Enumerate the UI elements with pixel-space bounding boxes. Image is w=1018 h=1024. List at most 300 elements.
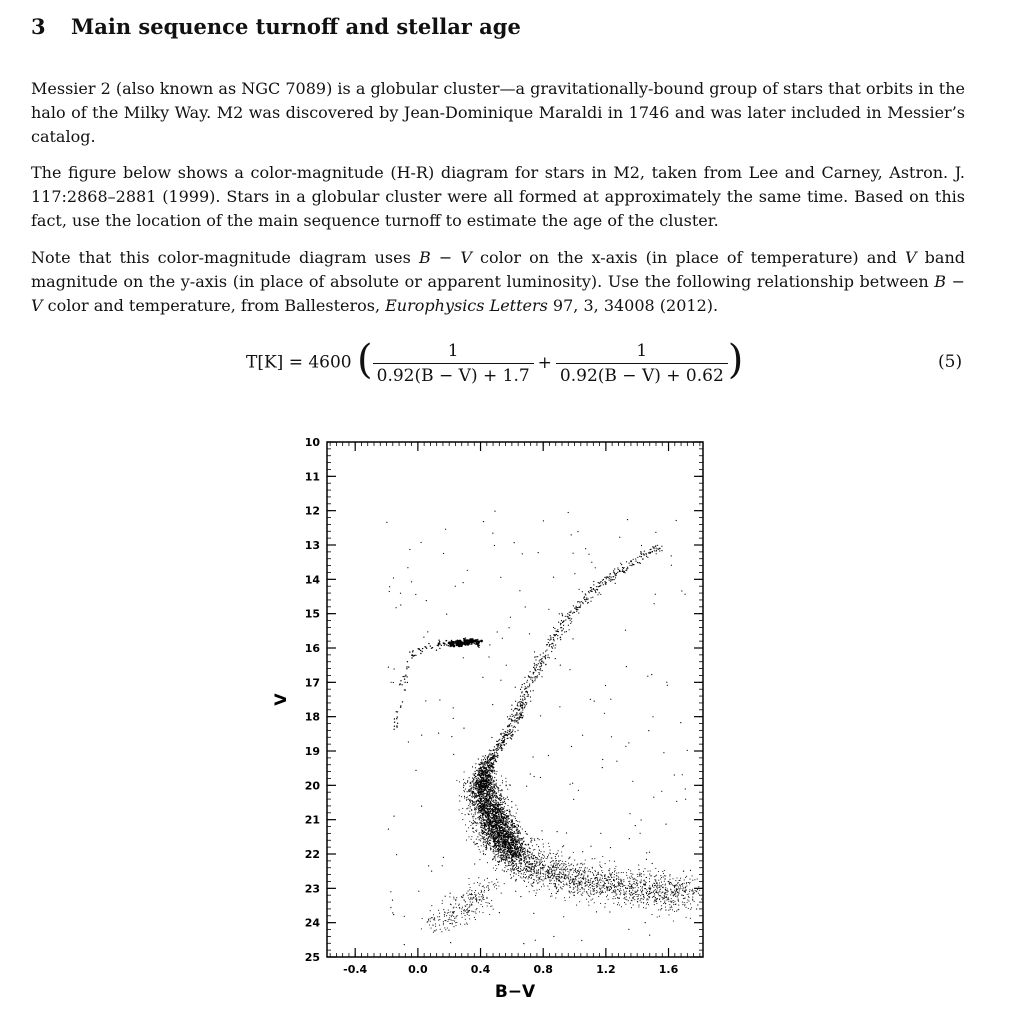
star-point	[640, 551, 641, 552]
star-point	[484, 834, 485, 835]
star-point	[504, 799, 505, 800]
star-point	[552, 878, 553, 879]
star-point	[643, 907, 644, 908]
star-point	[565, 900, 566, 901]
star-point	[608, 876, 609, 877]
star-point	[665, 890, 666, 891]
star-point	[579, 891, 580, 892]
star-point	[521, 687, 522, 688]
star-point	[517, 841, 518, 842]
star-point	[483, 846, 484, 847]
star-point	[556, 860, 557, 861]
star-point	[618, 877, 619, 878]
star-point	[508, 799, 509, 800]
star-point	[489, 830, 490, 831]
star-point	[601, 892, 602, 893]
star-point	[476, 831, 477, 832]
star-point	[556, 862, 557, 863]
star-point	[529, 857, 530, 858]
star-point	[626, 875, 627, 876]
star-point	[529, 684, 530, 685]
star-point	[569, 614, 570, 615]
star-point	[576, 876, 577, 877]
star-point	[635, 558, 636, 559]
star-point	[480, 775, 481, 776]
star-point	[478, 806, 479, 807]
star-point	[551, 646, 552, 647]
star-point	[500, 828, 501, 829]
star-point	[520, 712, 521, 713]
star-point	[467, 796, 468, 797]
star-point	[529, 854, 530, 855]
star-point	[512, 839, 513, 840]
star-point	[504, 806, 505, 807]
star-point	[537, 857, 538, 858]
star-point	[497, 822, 498, 823]
star-point	[624, 902, 625, 903]
p3-text-c: band magnitude on the y-axis (in place of absolute or apparent luminosity). Use the following relationship between	[31, 248, 965, 291]
star-point	[670, 894, 671, 895]
star-point	[569, 897, 570, 898]
star-point	[508, 842, 509, 843]
star-point	[480, 840, 481, 841]
star-point	[475, 784, 476, 785]
star-point	[591, 878, 592, 879]
star-point	[674, 911, 675, 912]
star-point	[540, 654, 541, 655]
star-point	[501, 733, 502, 734]
star-point	[502, 780, 503, 781]
star-point	[496, 750, 497, 751]
star-point	[617, 882, 618, 883]
star-point	[496, 786, 497, 787]
star-point	[631, 892, 632, 893]
star-point	[596, 875, 597, 876]
star-point	[536, 880, 537, 881]
star-point	[536, 877, 537, 878]
star-point	[473, 792, 474, 793]
star-point	[496, 774, 497, 775]
star-point	[636, 894, 637, 895]
star-point	[519, 843, 520, 844]
star-point	[503, 814, 504, 815]
star-point	[513, 870, 514, 871]
star-point	[692, 897, 693, 898]
star-point	[665, 887, 666, 888]
star-point	[529, 858, 530, 859]
star-point	[459, 801, 460, 802]
star-point	[606, 577, 607, 578]
star-point	[516, 812, 517, 813]
star-point	[654, 899, 655, 900]
star-point	[647, 871, 648, 872]
star-point	[657, 885, 658, 886]
star-point	[510, 868, 511, 869]
star-point	[548, 874, 549, 875]
star-point	[614, 868, 615, 869]
star-point	[577, 870, 578, 871]
star-point	[631, 886, 632, 887]
star-point	[496, 868, 497, 869]
star-point	[499, 857, 500, 858]
star-point	[535, 857, 536, 858]
star-point	[687, 899, 688, 900]
star-point	[534, 879, 535, 880]
star-point	[539, 669, 540, 670]
star-point	[491, 771, 492, 772]
star-point	[465, 814, 466, 815]
star-point	[568, 877, 569, 878]
star-point	[636, 880, 637, 881]
star-point	[573, 883, 574, 884]
star-point	[502, 748, 503, 749]
star-point	[522, 709, 523, 710]
star-point	[631, 888, 632, 889]
paragraph-figure-description: The figure below shows a color-magnitude (H-R) diagram for stars in M2, taken from Lee and Carney, Astron. J. 117:2868–2881 (1999). Stars in a globular cluster were all formed at approximately the same time. Based on this fact, use the location of the main sequence turnoff to estimate the age of the cluster.	[31, 163, 965, 230]
star-point	[542, 839, 543, 840]
star-point	[561, 613, 562, 614]
star-point	[491, 848, 492, 849]
star-point	[494, 754, 495, 755]
star-point	[482, 830, 483, 831]
star-point	[590, 890, 591, 891]
star-point	[632, 897, 633, 898]
star-point	[484, 800, 485, 801]
star-point	[504, 825, 505, 826]
star-point	[576, 864, 577, 865]
star-point	[518, 870, 519, 871]
star-point	[468, 790, 469, 791]
star-point	[519, 841, 520, 842]
star-point	[533, 869, 534, 870]
fraction-1-numerator: 1	[373, 341, 534, 364]
star-point	[671, 902, 672, 903]
star-point	[601, 875, 602, 876]
star-point	[500, 842, 501, 843]
star-point	[661, 546, 662, 547]
star-point	[661, 882, 662, 883]
star-point	[497, 802, 498, 803]
star-point	[652, 897, 653, 898]
star-point	[666, 896, 667, 897]
equation-body	[246, 337, 744, 386]
star-point	[549, 883, 550, 884]
star-point	[685, 891, 686, 892]
star-point	[643, 558, 644, 559]
star-point	[566, 866, 567, 867]
star-point	[557, 866, 558, 867]
star-point	[555, 647, 556, 648]
star-point	[508, 834, 509, 835]
star-point	[579, 602, 580, 603]
star-point	[577, 609, 578, 610]
star-point	[556, 888, 557, 889]
star-point	[504, 740, 505, 741]
fraction-2	[556, 341, 728, 386]
star-point	[585, 878, 586, 879]
star-point	[596, 885, 597, 886]
star-point	[626, 891, 627, 892]
star-point	[494, 752, 495, 753]
star-point	[482, 833, 483, 834]
star-point	[615, 577, 616, 578]
star-point	[665, 878, 666, 879]
star-point	[520, 696, 521, 697]
star-point	[496, 744, 497, 745]
star-point	[597, 874, 598, 875]
star-point	[544, 867, 545, 868]
star-point	[644, 880, 645, 881]
star-point	[523, 874, 524, 875]
star-point	[610, 581, 611, 582]
star-point	[511, 846, 512, 847]
star-point	[655, 545, 656, 546]
star-point	[485, 783, 486, 784]
star-point	[511, 829, 512, 830]
star-point	[659, 891, 660, 892]
star-point	[524, 872, 525, 873]
star-point	[667, 888, 668, 889]
star-point	[481, 827, 482, 828]
star-point	[479, 849, 480, 850]
star-point	[534, 890, 535, 891]
star-point	[536, 656, 537, 657]
star-point	[548, 843, 549, 844]
star-point	[585, 859, 586, 860]
star-point	[477, 782, 478, 783]
star-point	[520, 826, 521, 827]
star-point	[557, 853, 558, 854]
star-point	[522, 696, 523, 697]
star-point	[542, 867, 543, 868]
star-point	[518, 875, 519, 876]
star-point	[615, 898, 616, 899]
star-point	[504, 801, 505, 802]
star-point	[462, 808, 463, 809]
star-point	[461, 796, 462, 797]
star-point	[561, 863, 562, 864]
star-point	[566, 875, 567, 876]
star-point	[485, 787, 486, 788]
star-point	[593, 581, 594, 582]
star-point	[488, 844, 489, 845]
star-point	[484, 842, 485, 843]
star-point	[657, 916, 658, 917]
star-point	[500, 746, 501, 747]
star-point	[487, 824, 488, 825]
star-point	[673, 895, 674, 896]
star-point	[582, 602, 583, 603]
star-point	[475, 776, 476, 777]
star-point	[518, 710, 519, 711]
star-point	[616, 573, 617, 574]
star-point	[490, 845, 491, 846]
star-point	[485, 824, 486, 825]
star-point	[572, 892, 573, 893]
star-point	[488, 780, 489, 781]
star-point	[686, 882, 687, 883]
star-point	[470, 807, 471, 808]
star-point	[511, 863, 512, 864]
star-point	[658, 894, 659, 895]
star-point	[483, 851, 484, 852]
star-point	[498, 746, 499, 747]
star-point	[576, 905, 577, 906]
star-point	[640, 874, 641, 875]
star-point	[499, 811, 500, 812]
star-point	[638, 895, 639, 896]
star-point	[551, 643, 552, 644]
star-point	[517, 827, 518, 828]
star-point	[490, 773, 491, 774]
star-point	[481, 773, 482, 774]
star-point	[519, 861, 520, 862]
star-point	[539, 877, 540, 878]
star-point	[554, 863, 555, 864]
star-point	[517, 821, 518, 822]
star-point	[500, 790, 501, 791]
star-point	[577, 886, 578, 887]
star-point	[669, 879, 670, 880]
star-point	[494, 856, 495, 857]
star-point	[511, 725, 512, 726]
p3-bv-2: B − V	[31, 272, 965, 315]
star-point	[564, 884, 565, 885]
star-point	[644, 551, 645, 552]
star-point	[486, 798, 487, 799]
star-point	[476, 806, 477, 807]
star-point	[621, 883, 622, 884]
star-point	[551, 875, 552, 876]
star-point	[646, 889, 647, 890]
star-point	[487, 823, 488, 824]
star-point	[585, 872, 586, 873]
star-point	[485, 811, 486, 812]
star-point	[469, 789, 470, 790]
star-point	[478, 833, 479, 834]
star-point	[516, 859, 517, 860]
star-point	[530, 696, 531, 697]
star-point	[633, 879, 634, 880]
star-point	[509, 809, 510, 810]
star-point	[588, 895, 589, 896]
star-point	[562, 866, 563, 867]
star-point	[495, 819, 496, 820]
star-point	[469, 799, 470, 800]
star-point	[617, 898, 618, 899]
star-point	[661, 908, 662, 909]
star-point	[482, 769, 483, 770]
star-point	[463, 790, 464, 791]
star-point	[613, 891, 614, 892]
star-point	[485, 800, 486, 801]
star-point	[645, 883, 646, 884]
star-point	[543, 846, 544, 847]
star-point	[516, 865, 517, 866]
star-point	[511, 807, 512, 808]
star-point	[570, 620, 571, 621]
star-point	[489, 813, 490, 814]
star-point	[510, 837, 511, 838]
star-point	[563, 625, 564, 626]
star-point	[524, 859, 525, 860]
star-point	[648, 894, 649, 895]
star-point	[516, 864, 517, 865]
star-point	[493, 853, 494, 854]
star-point	[490, 783, 491, 784]
star-point	[525, 856, 526, 857]
star-point	[481, 770, 482, 771]
star-point	[623, 898, 624, 899]
star-point	[561, 888, 562, 889]
star-point	[487, 797, 488, 798]
star-point	[539, 674, 540, 675]
star-point	[469, 795, 470, 796]
star-point	[655, 885, 656, 886]
star-point	[624, 885, 625, 886]
star-point	[532, 858, 533, 859]
star-point	[586, 599, 587, 600]
star-point	[527, 834, 528, 835]
star-point	[481, 801, 482, 802]
star-point	[483, 828, 484, 829]
star-point	[555, 635, 556, 636]
star-point	[527, 852, 528, 853]
star-point	[535, 659, 536, 660]
star-point	[524, 683, 525, 684]
star-point	[572, 880, 573, 881]
star-point	[532, 886, 533, 887]
star-point	[493, 750, 494, 751]
star-point	[519, 847, 520, 848]
fraction-1	[373, 341, 534, 386]
star-point	[513, 710, 514, 711]
star-point	[610, 886, 611, 887]
star-point	[569, 869, 570, 870]
star-point	[666, 899, 667, 900]
star-point	[607, 889, 608, 890]
star-point	[511, 824, 512, 825]
star-point	[532, 845, 533, 846]
star-point	[495, 759, 496, 760]
star-point	[475, 844, 476, 845]
star-point	[664, 896, 665, 897]
star-point	[609, 578, 610, 579]
star-point	[629, 897, 630, 898]
star-point	[586, 881, 587, 882]
star-point	[648, 896, 649, 897]
star-point	[534, 663, 535, 664]
star-point	[505, 859, 506, 860]
star-point	[510, 716, 511, 717]
star-point	[522, 705, 523, 706]
star-point	[498, 839, 499, 840]
star-point	[536, 893, 537, 894]
star-point	[520, 703, 521, 704]
star-point	[633, 904, 634, 905]
star-point	[658, 892, 659, 893]
star-point	[516, 849, 517, 850]
star-point	[511, 869, 512, 870]
star-point	[522, 847, 523, 848]
star-point	[506, 839, 507, 840]
star-point	[575, 878, 576, 879]
star-point	[579, 901, 580, 902]
star-point	[598, 874, 599, 875]
star-point	[615, 574, 616, 575]
star-point	[471, 822, 472, 823]
star-point	[511, 858, 512, 859]
